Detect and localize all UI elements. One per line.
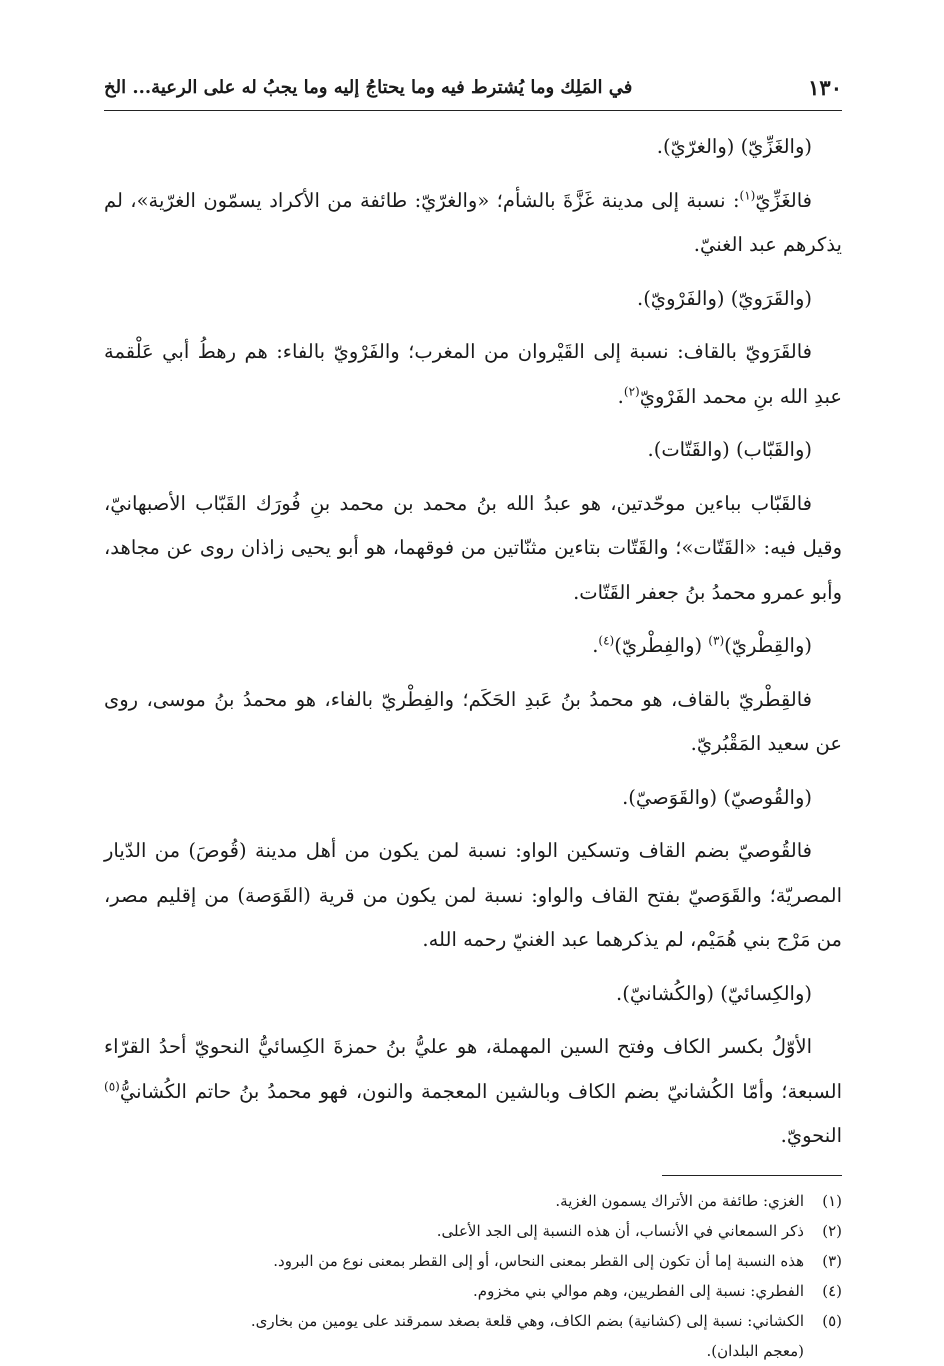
footnote-item bbox=[104, 1276, 842, 1306]
heading-text: (والقُوصيّ) (والقَوَصيّ). bbox=[622, 785, 812, 809]
footnote-ref[interactable]: (٣) bbox=[708, 633, 725, 648]
footnote-text: الغزي: طائفة من الأتراك يسمون الغزية. bbox=[555, 1191, 804, 1210]
paragraph bbox=[104, 482, 842, 616]
paragraph-text: فالقُوصيّ بضم القاف وتسكين الواو: نسبة لمن يكون من أهل مدينة (قُوصَ) من الدّيار المصريّة؛ والقَوَصيّ بفتح القاف والواو: نسبة لمن يكون من قرية (القَوَصة) من إقليم مصر، من مَرْج بني هُمَيْم، لم يذكرهما عبد الغنيّ رحمه الله. bbox=[104, 839, 842, 951]
footnote-number: (١) bbox=[822, 1191, 842, 1210]
book-page bbox=[104, 64, 842, 1360]
heading-text: (والقَرَويّ) (والفَرْويّ). bbox=[637, 286, 812, 310]
running-header bbox=[104, 64, 842, 111]
footnote-number: (٥) bbox=[822, 1311, 842, 1330]
footnote-ref[interactable]: (٤) bbox=[598, 633, 615, 648]
paragraph-text: فالقَرَويّ بالقاف: نسبة إلى القَيْروان من المغرب؛ والفَرْويّ بالفاء: هم رهطُ أبي عَلْقمة عبدِ الله بنِ محمد الفَرْويّ bbox=[104, 340, 842, 408]
footnote-item bbox=[104, 1306, 842, 1336]
footnote-continuation: (معجم البلدان). bbox=[706, 1341, 804, 1360]
paragraph-text: النحويّ. bbox=[780, 1124, 842, 1147]
page-number: ١٣٠ bbox=[808, 74, 842, 100]
footnote-divider bbox=[662, 1175, 842, 1176]
footnote-ref[interactable]: (٢) bbox=[623, 384, 640, 398]
footnote-item bbox=[104, 1246, 842, 1276]
paragraph-text: فالقِطْريّ بالقاف، هو محمدُ بنُ عَبدِ الحَكَم؛ والفِطْريّ بالفاء، هو محمدُ بنُ موسى، روى عن سعيد المَقْبُريّ. bbox=[104, 687, 842, 755]
footnote-text: الفطري: نسبة إلى الفطريين، وهم موالي بني مخزوم. bbox=[473, 1281, 804, 1300]
footnote-text: هذه النسبة إما أن تكون إلى القطر بمعنى النحاس، أو إلى القطر بمعنى نوع من البرود. bbox=[273, 1251, 804, 1270]
paragraph-text: . bbox=[617, 384, 624, 408]
entry-heading bbox=[104, 125, 842, 170]
footnotes bbox=[104, 1186, 842, 1366]
paragraph bbox=[104, 829, 842, 963]
footnote-ref[interactable]: (٥) bbox=[104, 1079, 120, 1093]
entry-heading bbox=[104, 277, 842, 322]
paragraph bbox=[104, 179, 842, 268]
entry-heading bbox=[104, 624, 842, 669]
entry-heading bbox=[104, 428, 842, 473]
footnote-number: (٣) bbox=[822, 1251, 842, 1270]
heading-text: . bbox=[592, 634, 599, 657]
footnote-item bbox=[104, 1216, 842, 1246]
main-text bbox=[104, 125, 842, 1159]
footnote-number: (٢) bbox=[822, 1221, 842, 1240]
footnote-number: (٤) bbox=[822, 1281, 842, 1300]
heading-text: (والقِطْريّ) bbox=[724, 634, 812, 657]
heading-text: (والفِطْريّ) bbox=[614, 634, 709, 657]
paragraph bbox=[104, 678, 842, 767]
running-title: في المَلِك وما يُشترط فيه وما يحتاجُ إليه وما يجبُ له على الرعية... الخ bbox=[104, 76, 633, 98]
footnote-text: ذكر السمعاني في الأنساب، أن هذه النسبة إلى الجد الأعلى. bbox=[436, 1221, 804, 1240]
heading-text: (والكِسائيّ) (والكُشانيّ). bbox=[616, 981, 812, 1005]
paragraph-text: فالغَزِّيّ bbox=[755, 188, 812, 212]
paragraph bbox=[104, 1025, 842, 1159]
entry-heading bbox=[104, 776, 842, 821]
heading-text: (والقَبّاب) (والقَتّات). bbox=[647, 438, 812, 461]
paragraph-text: فالقَبّاب بباءين موحّدتين، هو عبدُ الله بنُ محمد بن محمد بنِ فُورَك القَبّاب الأصبهانيّ، وقيل فيه: «القَتّات»؛ والقَتّات بتاءين مثنّاتين من فوقهما، هو أبو يحيى زاذان روى عن مجاهد، وأبو عمرو محمدُ بنُ جعفر القَتّات. bbox=[104, 491, 842, 604]
footnote-text: الكشاني: نسبة إلى (كشانية) بضم الكاف، وهي قلعة بصغد سمرقند على يومين من بخارى. bbox=[250, 1311, 804, 1330]
heading-text: (والغَزِّيّ) (والغرّيّ). bbox=[656, 135, 812, 158]
paragraph-text: : نسبة إلى مدينة غَزَّةَ بالشأم؛ «والغرّيّ: طائفة من الأكراد يسمّون الغرّية»، لم يذكرهم عبد الغنيّ. bbox=[104, 188, 842, 256]
footnote-item bbox=[104, 1186, 842, 1216]
entry-heading bbox=[104, 972, 842, 1017]
footnote-ref[interactable]: (١) bbox=[739, 188, 756, 202]
paragraph bbox=[104, 330, 842, 419]
paragraph-text: الأوّلُ بكسر الكاف وفتح السين المهملة، هو عليُّ بنُ حمزةَ الكِسائيُّ النحويّ أحدُ القرّاء السبعة؛ وأمّا الكُشانيّ بضم الكاف وبالشين المعجمة والنون، فهو محمدُ بنُ حاتم الكُشانيُّ bbox=[104, 1035, 842, 1103]
